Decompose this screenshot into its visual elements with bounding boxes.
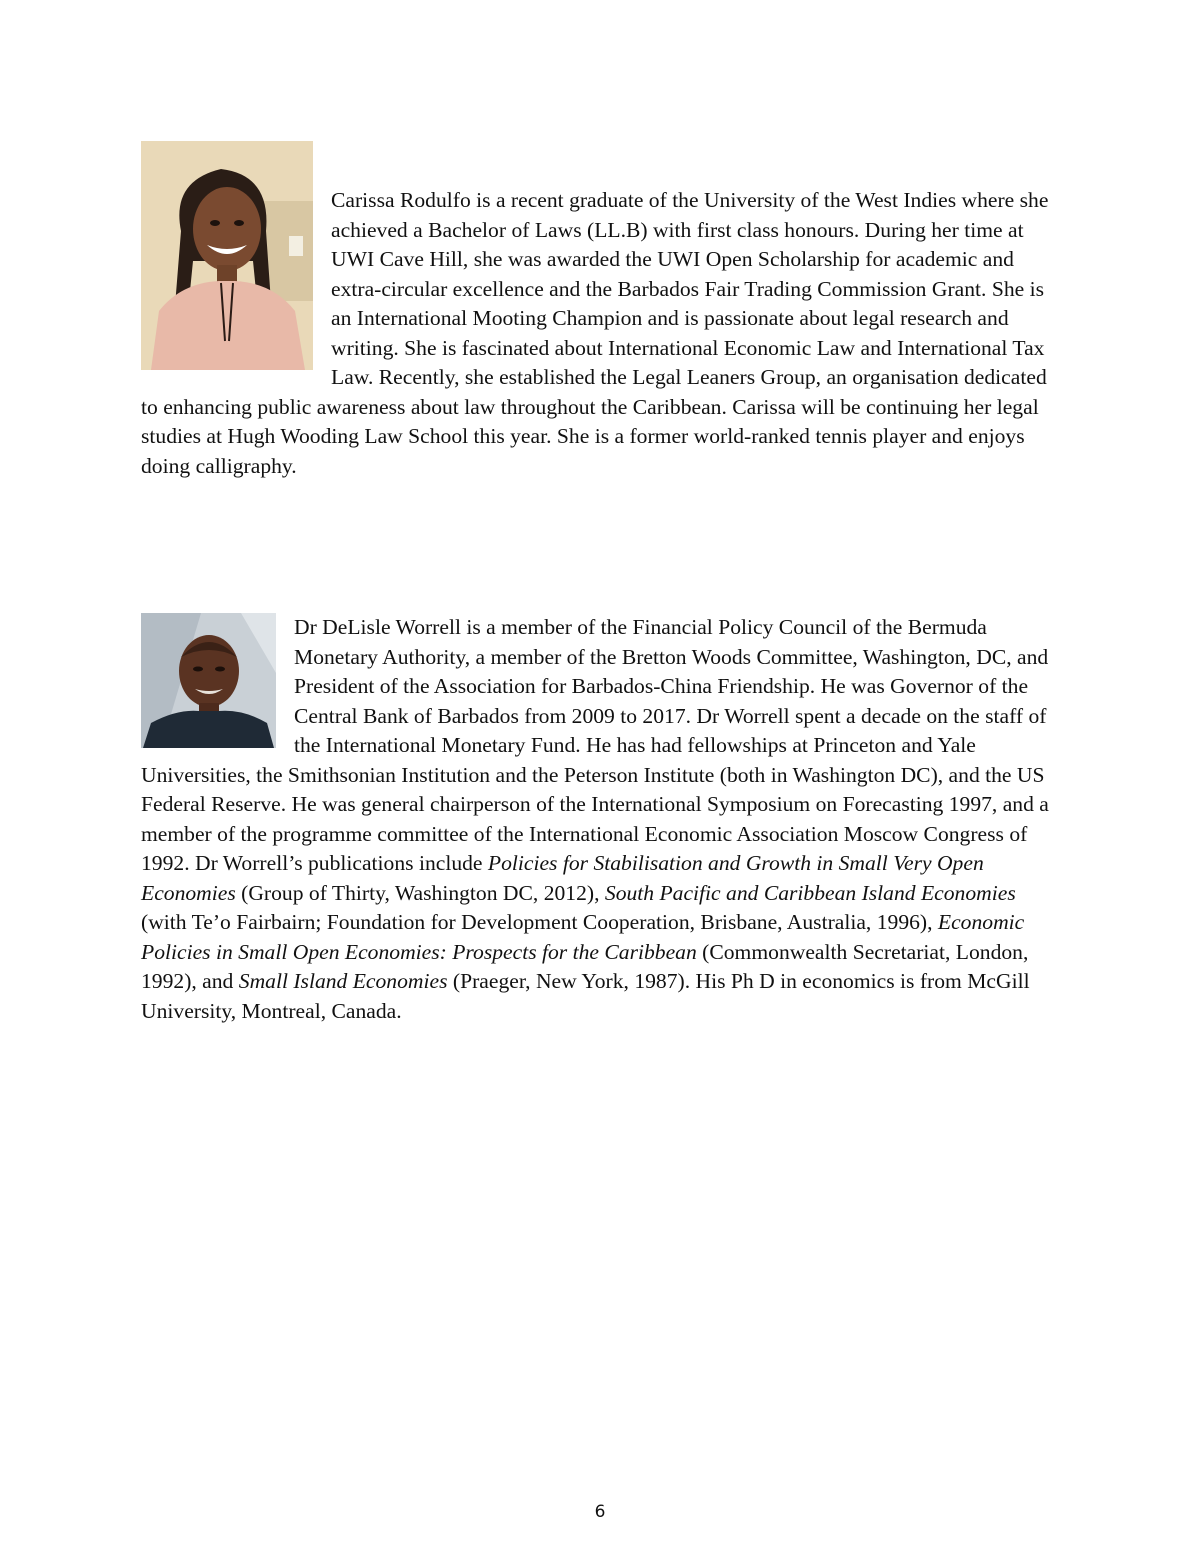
page-number: 6: [594, 1502, 606, 1522]
bio-delisle-worrell: [141, 613, 1063, 1026]
bio-text-segment: (Praeger, New York, 1987). His Ph D in economics is from McGill University, Montreal, Canada.: [141, 969, 1030, 1023]
bio-carissa-rodulfo: [141, 186, 1063, 481]
bio-text: [141, 613, 1063, 1026]
publication-title: Small Island Economies: [238, 969, 448, 993]
bio-text-segment: Dr DeLisle Worrell is a member of the Financial Policy Council of the Bermuda Monetary Authority, a member of the Bretton Woods Committee, Washington, DC, and President of the Association for Barbados-China Friendship. He was Governor of the Central Bank of Barbados from 2009 to 2017. Dr Worrell spent a decade on the staff of the International Monetary Fund. He has had fellowships at Princeton and Yale Universities, the Smithsonian Institution and the Peterson Institute (both in Washington DC), and the US Federal Reserve. He was general chairperson of the International Symposium on Forecasting 1997, and a member of the programme committee of the International Economic Association Moscow Congress of 1992. Dr Worrell’s publications include: [141, 615, 1049, 875]
publication-title: South Pacific and Caribbean Island Economies: [604, 880, 1016, 905]
bio-text-segment: (with Te’o Fairbairn; Foundation for Development Cooperation, Brisbane, Australia, 1996),: [141, 910, 938, 934]
publication-title: Economic Policies in Small Open Economies: Prospects for the Caribbean: [141, 910, 1025, 964]
bio-text-segment: (Commonwealth Secretariat, London, 1992), and: [141, 939, 1029, 993]
publication-title: Policies for Stabilisation and Growth in Small Very Open Economies: [141, 851, 984, 905]
portrait-photo-worrell: [141, 613, 276, 748]
portrait-photo-carissa: [141, 141, 313, 370]
bio-text: Carissa Rodulfo is a recent graduate of the University of the West Indies where she achieved a Bachelor of Laws (LL.B) with first class honours. During her time at UWI Cave Hill, she was awarded the UWI Open Scholarship for academic and extra-circular excellence and the Barbados Fair Trading Commission Grant. She is an International Mooting Champion and is passionate about legal research and writing. She is fascinated about International Economic Law and International Tax Law. Recently, she established the Legal Leaners Group, an organisation dedicated to enhancing public awareness about law throughout the Caribbean. Carissa will be continuing her legal studies at Hugh Wooding Law School this year. She is a former world-ranked tennis player and enjoys doing calligraphy.: [141, 188, 1049, 478]
bio-text-segment: (Group of Thirty, Washington DC, 2012),: [235, 880, 605, 905]
